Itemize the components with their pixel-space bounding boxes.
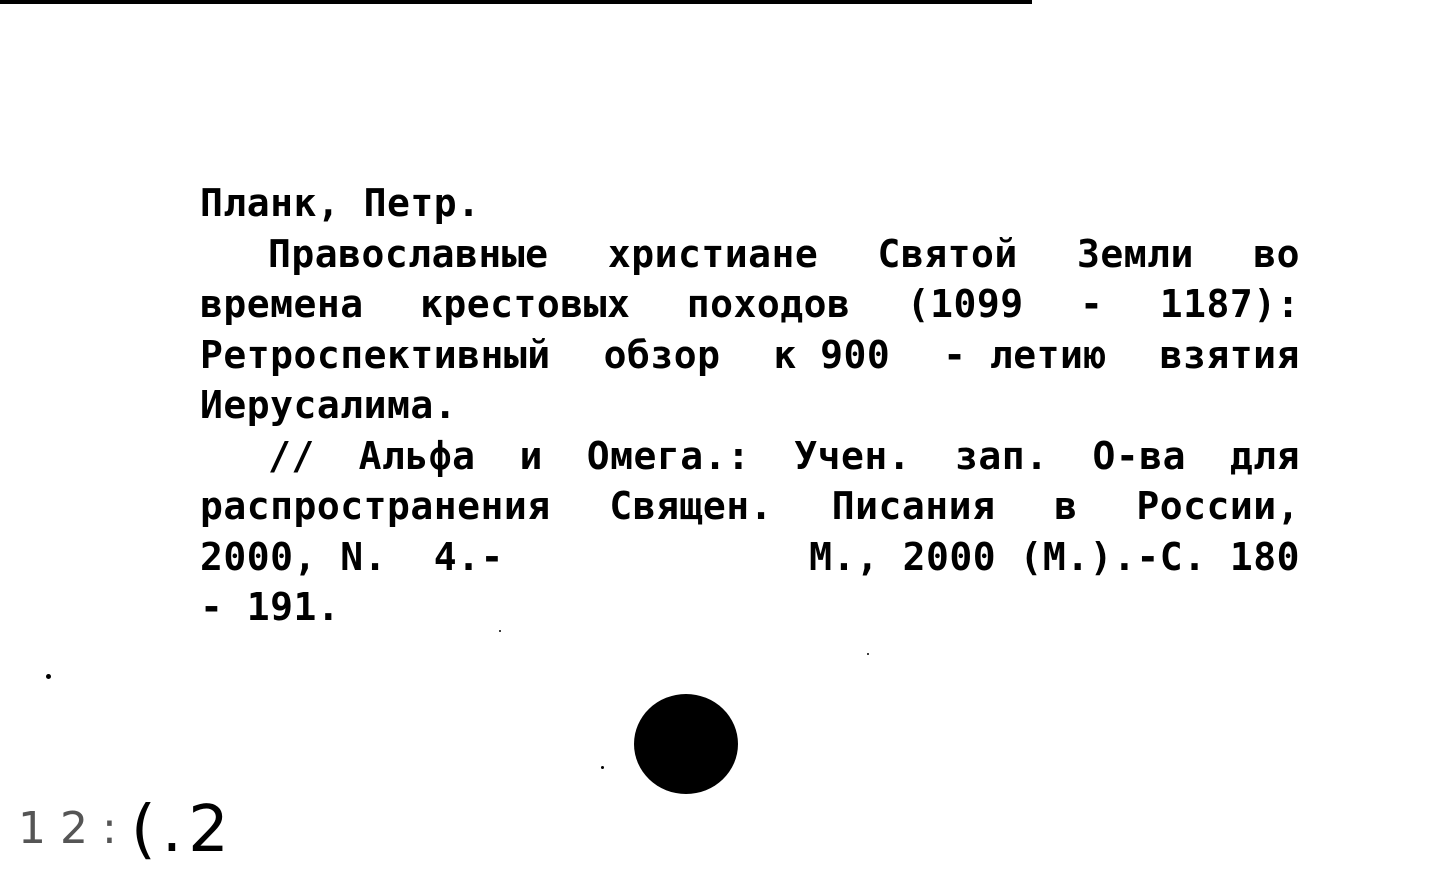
title-word: Ретроспективный [200, 332, 551, 377]
source-line-1 [200, 431, 1300, 482]
source-word: и [519, 433, 543, 478]
shelf-mark-faint: 12: [18, 803, 131, 854]
title-line-4 [200, 380, 1300, 431]
source-word: России, [1136, 484, 1300, 528]
author-name: Планк, Петр. [200, 181, 481, 225]
imprint-line [200, 532, 1300, 583]
handwritten-shelf-mark [18, 794, 235, 865]
title-word: Иерусалима. [200, 383, 458, 427]
specks [601, 766, 604, 769]
specks [867, 653, 869, 655]
catalog-card-text [200, 178, 1300, 633]
title-word: времена [200, 282, 364, 326]
title-line-2 [200, 279, 1300, 330]
specks [499, 630, 501, 632]
top-edge-rule [0, 0, 1032, 4]
shelf-mark-main: (.2 [130, 793, 235, 867]
source-word: Учен. [794, 433, 912, 478]
title-word: Земли [1077, 231, 1194, 276]
title-word: взятия [1159, 332, 1300, 377]
source-word: Священ. [609, 484, 774, 528]
punch-hole [634, 694, 738, 794]
title-word: крестовых [420, 282, 631, 326]
title-line-3 [200, 330, 1300, 381]
source-word: для [1229, 433, 1300, 478]
imprint-issue: 2000, N. 4.- [200, 534, 504, 579]
title-word: к 900 [773, 332, 891, 377]
title-word: во [1253, 231, 1300, 276]
source-word: Писания [831, 484, 996, 528]
title-word: - летию [943, 332, 1107, 377]
source-word: Омега.: [586, 433, 751, 478]
source-word: зап. [955, 433, 1049, 478]
title-word: Святой [877, 231, 1018, 276]
source-word: О-ва [1092, 433, 1186, 478]
source-line-2 [200, 481, 1300, 532]
author-line [200, 178, 1300, 229]
pages-end-line [200, 582, 1300, 633]
pages-end: - 191. [200, 585, 341, 629]
source-word: // [268, 433, 315, 478]
title-word: обзор [603, 332, 721, 377]
title-word: Православные [268, 231, 549, 276]
source-word: Альфа [358, 433, 476, 478]
source-word: распространения [200, 484, 551, 528]
title-word: - [1079, 282, 1104, 326]
imprint-place-pages: М., 2000 (М.).-С. 180 [809, 534, 1300, 579]
title-word: христиане [607, 231, 819, 276]
source-word: в [1054, 484, 1078, 528]
title-word: походов [686, 282, 851, 326]
title-word: 1187): [1159, 282, 1300, 326]
title-word: (1099 [906, 282, 1024, 326]
specks [46, 674, 51, 679]
title-line-1 [200, 229, 1300, 280]
